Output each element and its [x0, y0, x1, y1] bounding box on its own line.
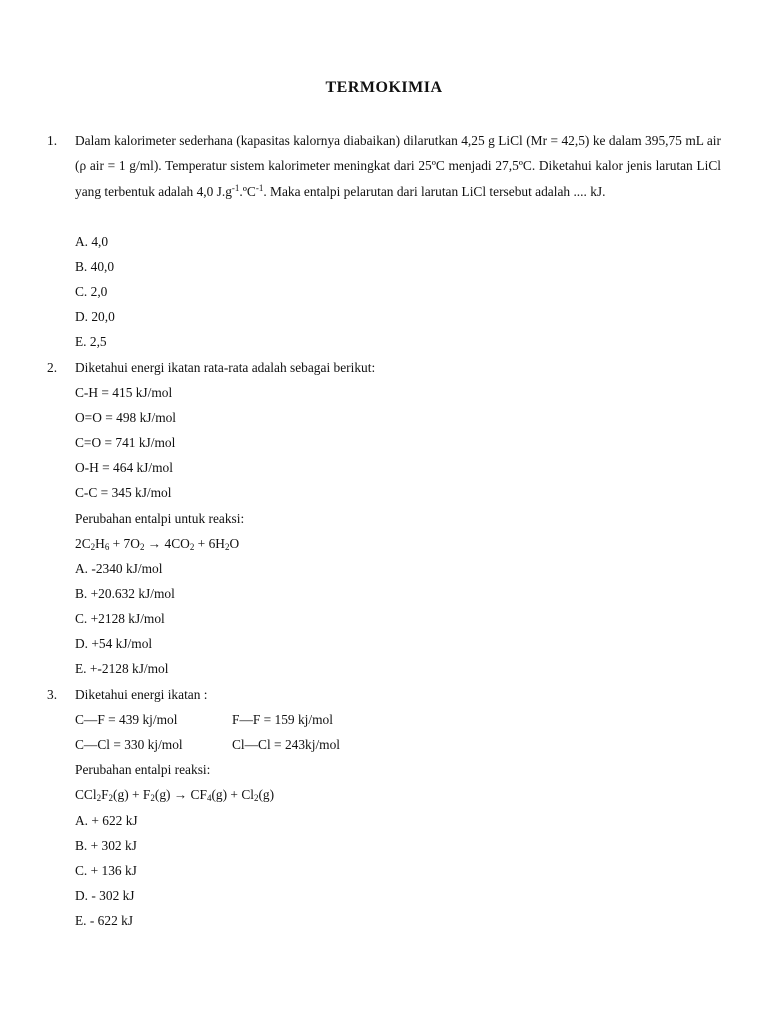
- option-b: B. 40,0: [75, 259, 115, 274]
- option-c: C. +2128 kJ/mol: [75, 611, 165, 626]
- reaction-equation: [75, 787, 274, 803]
- formula-text: + 6H: [194, 536, 225, 551]
- formula-text: (g) + F: [113, 787, 151, 802]
- subscript: 2: [189, 542, 195, 552]
- stem-text: .ºC: [239, 183, 256, 199]
- option-d: D. +54 kJ/mol: [75, 636, 153, 651]
- option-c: C. + 136 kJ: [75, 863, 137, 878]
- reaction-prompt: Perubahan entalpi reaksi:: [75, 762, 211, 777]
- subscript: 2: [150, 793, 155, 803]
- bond-energy: C-H = 415 kJ/mol: [75, 385, 173, 400]
- subscript: 4: [206, 793, 212, 803]
- subscript: 2: [253, 793, 259, 803]
- subscript: 2: [224, 542, 230, 552]
- bond-energy: O=O = 498 kJ/mol: [75, 410, 177, 425]
- formula-text: → 4CO: [144, 536, 190, 551]
- formula-text: (g) → CF: [154, 787, 207, 802]
- option-c: C. 2,0: [75, 284, 108, 299]
- bond-energy: C—Cl = 330 kj/mol: [75, 737, 183, 752]
- bond-energy: C=O = 741 kJ/mol: [75, 435, 176, 450]
- question-stem: Diketahui energi ikatan :: [75, 687, 208, 702]
- formula-text: + 7O: [109, 536, 140, 551]
- formula-text: F: [101, 787, 109, 802]
- formula-text: (g) + Cl: [211, 787, 254, 802]
- option-b: B. +20.632 kJ/mol: [75, 586, 175, 601]
- formula-text: (g): [258, 787, 275, 802]
- formula-text: 2C: [75, 536, 91, 551]
- formula-text: CCl: [75, 787, 97, 802]
- formula-text: H: [95, 536, 105, 551]
- superscript: -1: [255, 182, 264, 193]
- question-stem: Diketahui energi ikatan rata-rata adalah sebagai berikut:: [75, 360, 376, 375]
- subscript: 2: [90, 542, 96, 552]
- bond-energy: C-C = 345 kJ/mol: [75, 485, 172, 500]
- stem-text: . Maka entalpi pelarutan dari larutan LiCl tersebut adalah .... kJ.: [263, 183, 606, 199]
- formula-text: O: [229, 536, 240, 551]
- reaction-equation: [75, 536, 239, 552]
- subscript: 2: [139, 542, 145, 552]
- bond-energy: O-H = 464 kJ/mol: [75, 460, 173, 475]
- page-title: TERMOKIMIA: [325, 79, 443, 96]
- option-d: D. 20,0: [75, 309, 115, 324]
- option-e: E. 2,5: [75, 334, 107, 349]
- option-e: E. +-2128 kJ/mol: [75, 661, 169, 676]
- superscript: -1: [231, 182, 240, 193]
- question-stem: [75, 128, 721, 204]
- question-number: 2.: [47, 360, 58, 375]
- question-number: 1.: [47, 133, 58, 148]
- bond-energy: F—F = 159 kj/mol: [232, 712, 333, 727]
- subscript: 2: [96, 793, 102, 803]
- option-e: E. - 622 kJ: [75, 913, 134, 928]
- bond-energy: Cl—Cl = 243kj/mol: [232, 737, 340, 752]
- option-b: B. + 302 kJ: [75, 838, 137, 853]
- subscript: 2: [108, 793, 114, 803]
- subscript: 6: [104, 542, 110, 552]
- option-a: A. 4,0: [75, 234, 109, 249]
- option-a: A. -2340 kJ/mol: [75, 561, 163, 576]
- option-a: A. + 622 kJ: [75, 813, 138, 828]
- bond-energy: C—F = 439 kj/mol: [75, 712, 178, 727]
- stem-text: Dalam kalorimeter sederhana (kapasitas kalornya diabaikan) dilarutkan 4,25 g LiCl (Mr = 42,5) ke dalam 395,75 mL air (ρ air = 1 g/ml). Temperatur sistem kalorimeter meningkat dari 25ºC menjadi 27,5ºC. Diketahui kalor jenis larutan LiCl yang terbentuk adalah 4,0 J.g: [75, 133, 721, 199]
- option-d: D. - 302 kJ: [75, 888, 135, 903]
- reaction-prompt: Perubahan entalpi untuk reaksi:: [75, 511, 245, 526]
- question-number: 3.: [47, 687, 58, 702]
